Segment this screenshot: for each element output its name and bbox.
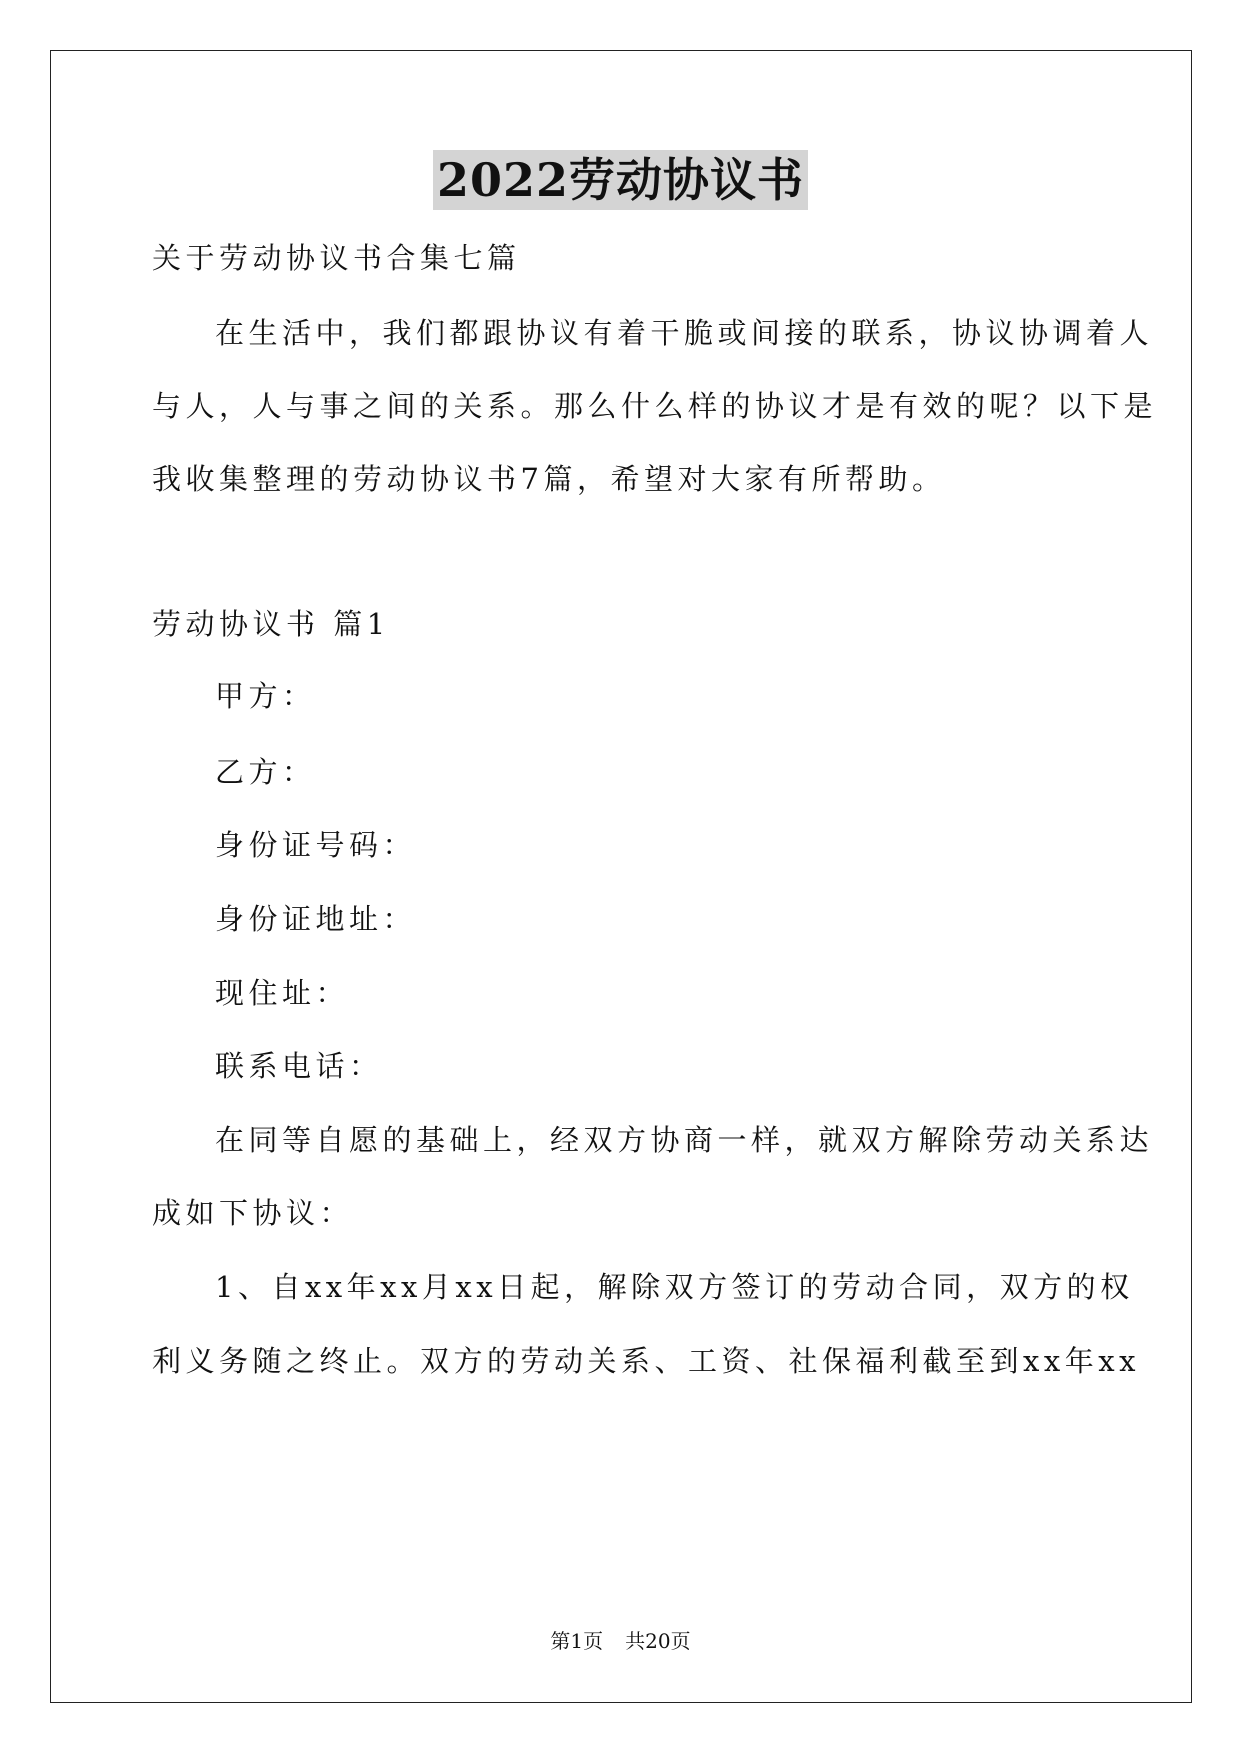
section-heading: 劳动协议书 篇1: [152, 607, 390, 641]
intro-line-2: 与人，人与事之间的关系。那么什么样的协议才是有效的呢？以下是: [152, 389, 1158, 423]
document-subtitle: 关于劳动协议书合集七篇: [152, 241, 521, 275]
body-line-2: 成如下协议：: [152, 1196, 354, 1230]
intro-line-3: 我收集整理的劳动协议书7篇，希望对大家有所帮助。: [152, 462, 946, 496]
body-line-4: 利义务随之终止。双方的劳动关系、工资、社保福利截至到xx年xx: [152, 1344, 1140, 1378]
field-current-address: 现住址：: [215, 976, 350, 1010]
document-title: 2022劳动协议书: [433, 150, 808, 210]
body-line-1: 在同等自愿的基础上，经双方协商一样，就双方解除劳动关系达: [215, 1123, 1154, 1157]
field-party-a: 甲方：: [215, 679, 316, 713]
title-wrap: [0, 150, 1241, 210]
field-id-number: 身份证号码：: [215, 828, 417, 862]
page-total: 共20页: [625, 1629, 691, 1653]
field-phone: 联系电话：: [215, 1049, 383, 1083]
page-footer: [0, 1628, 1241, 1654]
field-id-address: 身份证地址：: [215, 902, 417, 936]
page-number: 第1页: [550, 1629, 604, 1653]
intro-line-1: 在生活中，我们都跟协议有着干脆或间接的联系，协议协调着人: [215, 316, 1154, 350]
field-party-b: 乙方：: [215, 755, 316, 789]
page-border: [50, 50, 1192, 1703]
body-line-3: 1、自xx年xx月xx日起，解除双方签订的劳动合同，双方的权: [215, 1270, 1134, 1304]
